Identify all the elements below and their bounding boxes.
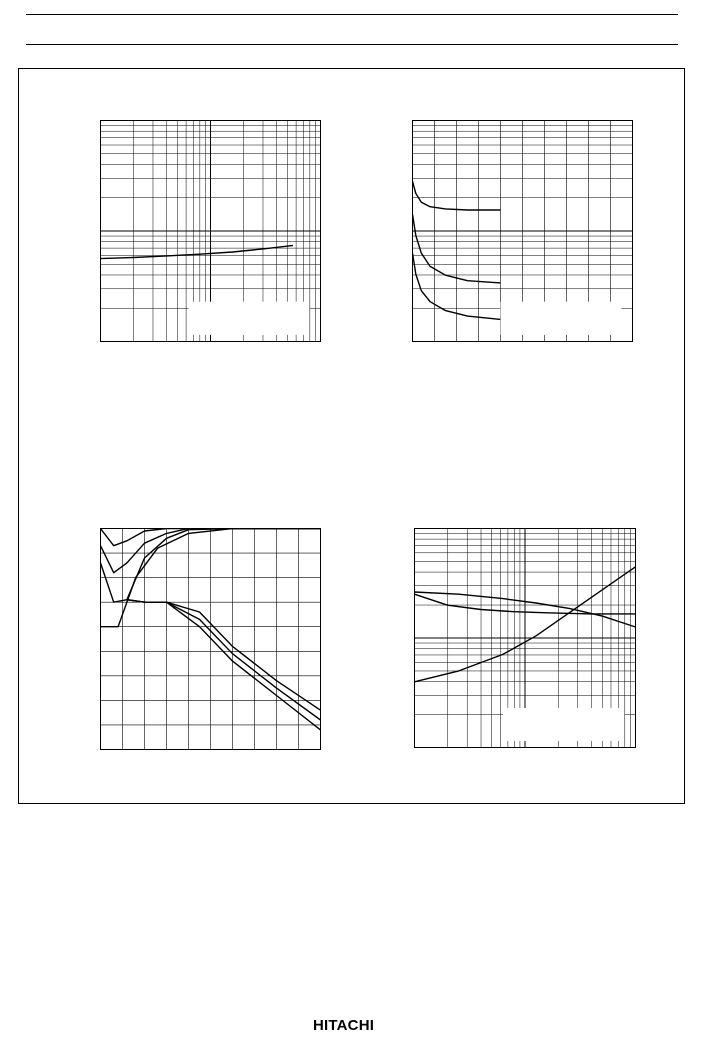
chart-1-plot [100,120,321,342]
chart-4-plot [414,528,636,748]
chart-2 [412,120,633,342]
chart-3-plot [100,528,321,750]
chart-3 [100,528,321,750]
chart-4 [414,528,636,748]
chart-1 [100,120,321,342]
header-rule-top [26,14,678,15]
hitachi-logo: HITACHI [313,1017,375,1034]
header-rule-bottom [26,44,678,45]
chart-2-plot [412,120,633,342]
legend-box [503,708,625,741]
curve-7 [127,600,321,730]
curve-6 [127,600,321,720]
curve-5 [127,600,321,711]
legend-box [189,302,310,335]
legend-box [501,302,622,335]
curve-1 [101,245,294,258]
